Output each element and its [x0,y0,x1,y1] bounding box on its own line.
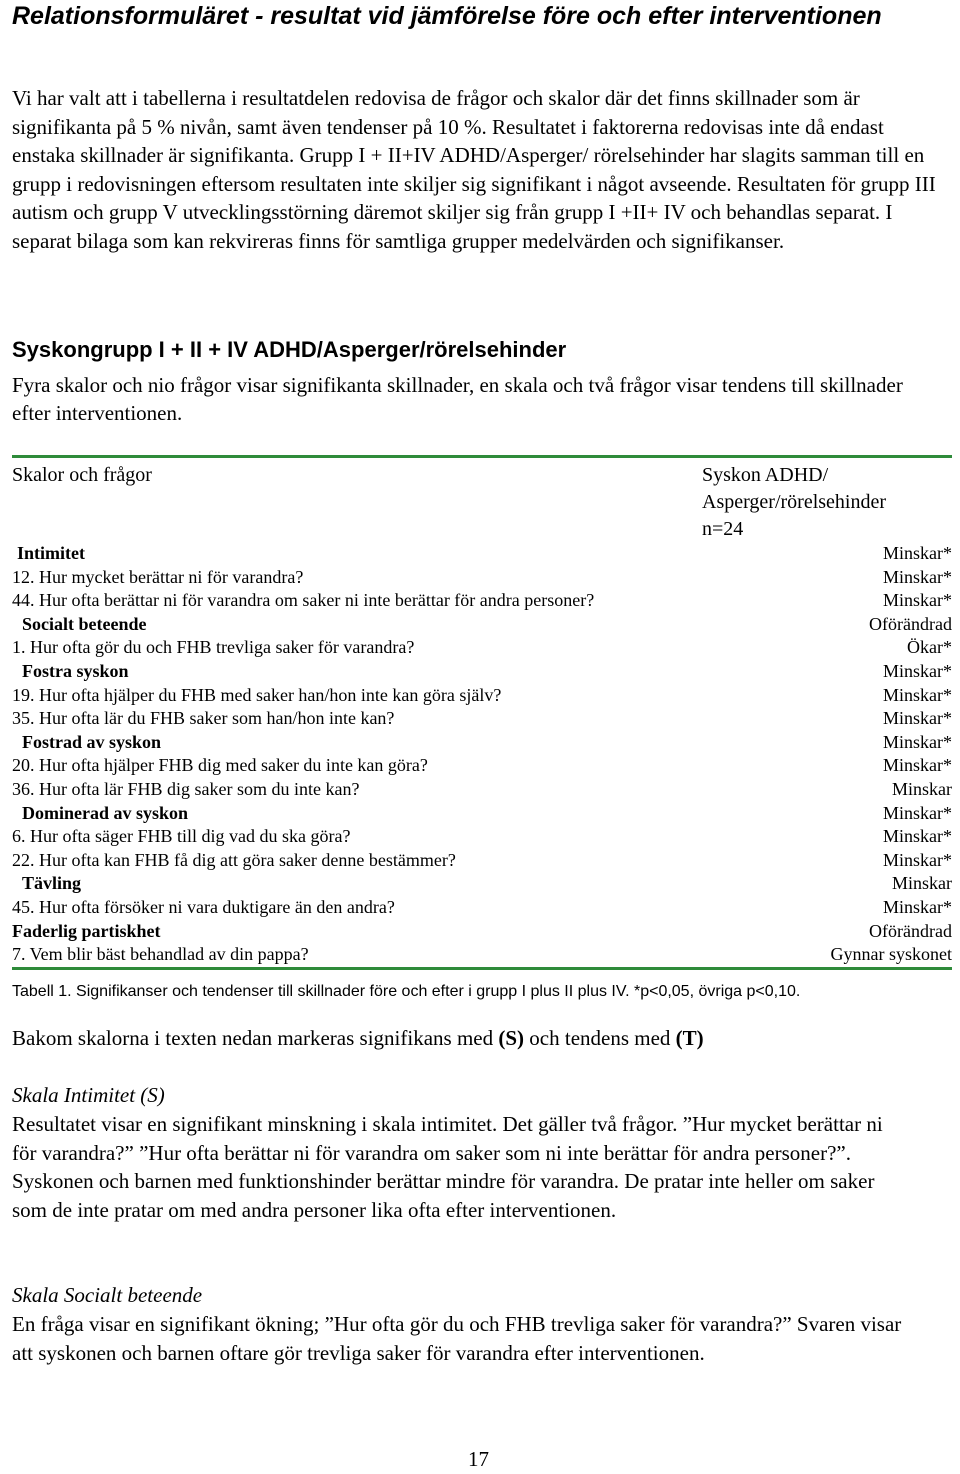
table-row [12,778,952,802]
table-caption: Tabell 1. Signifikanser och tendenser till skillnader före och efter i grupp I plus II plus IV. *p<0,05, övriga p<0,10. [12,983,801,1000]
page-number: 17 [468,1447,489,1471]
table-row [12,566,952,590]
result-value: Minskar* [883,802,952,823]
table-group-row [12,802,952,826]
note-s: (S) [498,1026,525,1050]
result-value: Minskar* [883,826,952,847]
question-text: 45. Hur ofta försöker ni vara duktigare än den andra? [12,896,395,917]
question-text: 20. Hur ofta hjälper FHB dig med saker du inte kan göra? [12,755,428,776]
scale-name: Socialt beteende [22,613,147,634]
result-value: Oförändrad [869,613,952,634]
scale-name: Fostrad av syskon [22,731,162,752]
table-group-row [12,920,952,944]
result-value: Minskar* [883,849,952,870]
result-value: Minskar* [883,590,952,611]
page-title: Relationsformuläret - resultat vid jämförelse före och efter interventionen [12,2,882,30]
result-value: Minskar* [883,755,952,776]
scale-name: Faderlig partiskhet [12,920,161,941]
table-row [12,943,952,967]
result-value: Minskar* [883,660,952,681]
question-text: 7. Vem blir bäst behandlad av din pappa? [12,944,309,965]
table-header-right [702,462,952,542]
question-text: 6. Hur ofta säger FHB till dig vad du ska göra? [12,826,351,847]
result-value: Minskar [892,778,952,799]
result-value: Gynnar syskonet [830,944,952,965]
result-value: Minskar* [883,566,952,587]
table-body [12,542,952,967]
section-text: Fyra skalor och nio frågor visar signifikanta skillnader, en skala och två frågor visar tendens till skillnader efter interventionen. [12,373,903,425]
result-value: Ökar* [907,637,952,658]
result-value: Oförändrad [869,920,952,941]
note-t: (T) [675,1026,704,1050]
scale-name: Dominerad av syskon [22,802,189,823]
result-value: Minskar* [883,731,952,752]
table-row [12,589,952,613]
table-header-right-line2: Asperger/rörelsehinder [702,491,887,513]
question-text: 44. Hur ofta berättar ni för varandra om saker ni inte berättar för andra personer? [12,590,595,611]
scale-name: Intimitet [17,543,85,563]
result-value: Minskar* [883,684,952,705]
scale-heading-intimitet: Skala Intimitet (S) [12,1083,165,1107]
table-header-left: Skalor och frågor [12,464,152,486]
result-value: Minskar [892,873,952,894]
results-table [12,455,952,970]
scale-text-socialt-beteende: En fråga visar en signifikant ökning; ”Hur ofta gör du och FHB trevliga saker för varandra?” Svaren visar att syskonen och barnen oftare gör trevliga saker för varandra efter interventionen. [12,1312,902,1365]
table-group-row [12,731,952,755]
table-header-right-line3: n=24 [702,518,744,540]
table-group-row [12,613,952,637]
intro-paragraph: Vi har valt att i tabellerna i resultatdelen redovisa de frågor och skalor där det finns skillnader som är signifikanta på 5 % nivån, samt även tendenser på 10 %. Resultatet i faktorerna redovisas inte då endast enstaka skillnader är signifikanta. Grupp I + II+IV ADHD/Asperger/ rörelsehinder har slagits samman till en grupp i redovisningen eftersom resultaten inte skiljer sig signifikant i något avseende. Resultaten för grupp III autism och grupp V utvecklingsstörning däremot skiljer sig från grupp I +II+ IV och behandlas separat. I separat bilaga som kan rekvireras finns för samtliga grupper medelvärden och signifikanser. [12,86,936,253]
table-group-row [12,542,952,566]
question-text: 12. Hur mycket berättar ni för varandra? [12,566,304,587]
question-text: 22. Hur ofta kan FHB få dig att göra saker denne bestämmer? [12,849,456,870]
result-value: Minskar* [883,896,952,917]
scale-name: Tävling [22,873,82,894]
note-part1: Bakom skalorna i texten nedan markeras signifikans med [12,1026,499,1050]
question-text: 1. Hur ofta gör du och FHB trevliga saker för varandra? [12,637,415,658]
table-row [12,707,952,731]
table-row [12,684,952,708]
result-value: Minskar* [883,543,952,563]
scale-name: Fostra syskon [22,660,129,681]
table-header [12,458,952,542]
question-text: 19. Hur ofta hjälper du FHB med saker han/hon inte kan göra själv? [12,684,502,705]
note-part2: och tendens med [524,1026,676,1050]
result-value: Minskar* [883,708,952,729]
table-row [12,896,952,920]
table-row [12,825,952,849]
table-group-row [12,872,952,896]
table-bottom-rule [12,967,952,970]
question-text: 36. Hur ofta lär FHB dig saker som du inte kan? [12,778,360,799]
significance-note [12,1024,704,1052]
scale-text-intimitet: Resultatet visar en signifikant minskning i skala intimitet. Det gäller två frågor. ”Hur mycket berättar ni för varandra?” ”Hur ofta berättar ni för varandra om saker som ni inte berättar för andra personer?”. Syskonen och barnen med funktionshinder berättar mindre för varandra. De pratar inte heller om saker som de inte pratar om med andra personer lika ofta efter interventionen. [12,1112,883,1222]
table-group-row [12,660,952,684]
table-row [12,754,952,778]
table-row [12,636,952,660]
question-text: 35. Hur ofta lär du FHB saker som han/hon inte kan? [12,708,395,729]
table-row [12,849,952,873]
table-header-right-line1: Syskon ADHD/ [702,464,829,486]
scale-heading-socialt-beteende: Skala Socialt beteende [12,1283,203,1307]
section-title: Syskongrupp I + II + IV ADHD/Asperger/rörelsehinder [12,337,567,362]
